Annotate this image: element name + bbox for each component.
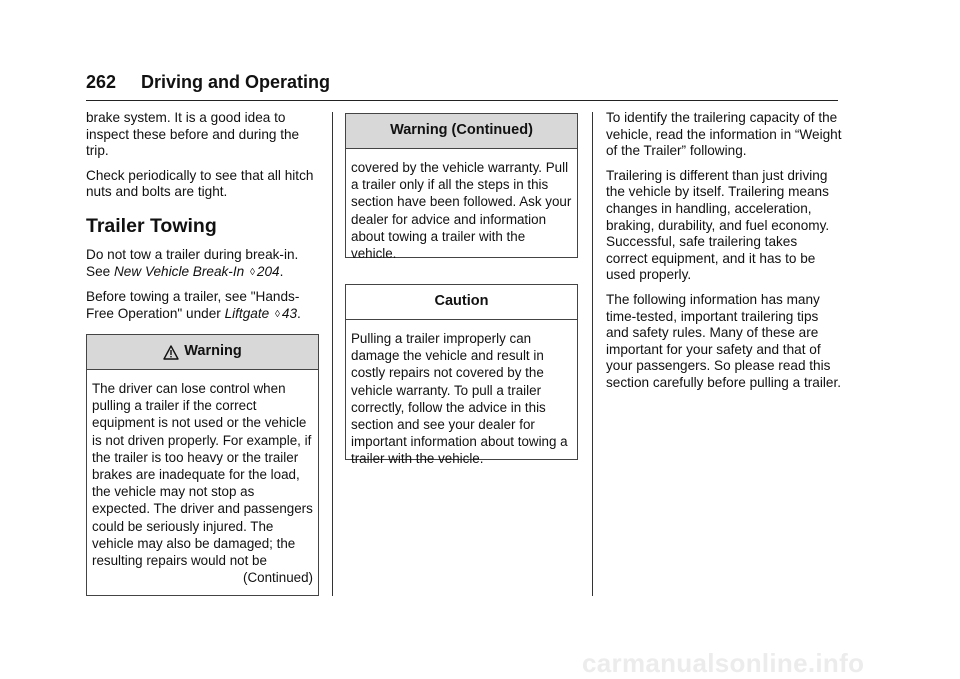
continued-label: (Continued) <box>243 570 313 586</box>
page-ref-icon: ◊ <box>274 308 280 320</box>
caution-header: Caution <box>346 285 577 320</box>
caution-body: Pulling a trailer improperly can damage the vehicle and result in costly repairs not covered by the vehicle warranty. To pull a trailer correctly, follow the advice in this section and see your dealer for important information about towing a trailer with the vehicle. <box>351 331 568 467</box>
warning-header <box>87 335 318 370</box>
warning-continued-header: Warning (Continued) <box>346 114 577 149</box>
warning-continued-box <box>345 113 578 262</box>
column-divider <box>332 112 333 596</box>
paragraph: The following information has many time-tested, important trailering tips and safety rules. Many of these are important for your safety and that of your passengers. So please read this section carefully before pulling a trailer. <box>606 291 841 390</box>
cross-reference-link[interactable]: Liftgate <box>224 305 270 321</box>
paragraph: brake system. It is a good idea to inspect these before and during the trip. <box>86 110 300 159</box>
paragraph: To identify the trailering capacity of the vehicle, read the information in “Weight of the Trailer” following. <box>606 110 842 159</box>
cross-reference-link[interactable]: New Vehicle Break-In <box>113 263 245 279</box>
column-left <box>86 110 324 331</box>
page-ref-icon: ◊ <box>249 266 255 278</box>
warning-box <box>86 334 319 596</box>
warning-triangle-icon <box>163 345 179 360</box>
page-header <box>86 70 838 101</box>
caution-box <box>345 284 578 467</box>
warning-title: Warning <box>184 343 242 360</box>
paragraph: Before towing a trailer, see "Hands-Free Operation" under Liftgate ◊ 43. <box>86 289 324 323</box>
page-ref-number[interactable]: 43 <box>281 305 298 321</box>
warning-continued-body: covered by the vehicle warranty. Pull a trailer only if all the steps in this section have been followed. Ask your dealer for advice and information about towing a trailer with the vehicle. <box>351 160 572 262</box>
watermark: carmanualsonline.info <box>582 648 865 678</box>
column-divider <box>592 112 593 596</box>
column-right <box>606 110 842 400</box>
paragraph: Check periodically to see that all hitch nuts and bolts are tight. <box>86 167 314 200</box>
page-ref-number[interactable]: 204 <box>256 263 280 279</box>
section-title: Trailer Towing <box>86 214 217 237</box>
page-title: Driving and Operating <box>141 72 331 92</box>
warning-body: The driver can lose control when pulling a trailer if the correct equipment is not used or the vehicle is not driven properly. For example, if the trailer is too heavy or the trailer brakes are inadequate for the load, the vehicle may not stop as expected. The driver and passengers could be seriously injured. The vehicle may also be damaged; the resulting repairs would not be (Continued) <box>92 381 313 586</box>
paragraph: Do not tow a trailer during break-in. See New Vehicle Break-In ◊ 204. <box>86 247 324 281</box>
page-number: 262 <box>86 72 117 92</box>
paragraph: Trailering is different than just driving the vehicle by itself. Trailering means changes in handling, acceleration, braking, durability, and fuel economy. Successful, safe trailering takes correct equipment, and it has to be used properly. <box>606 167 830 283</box>
